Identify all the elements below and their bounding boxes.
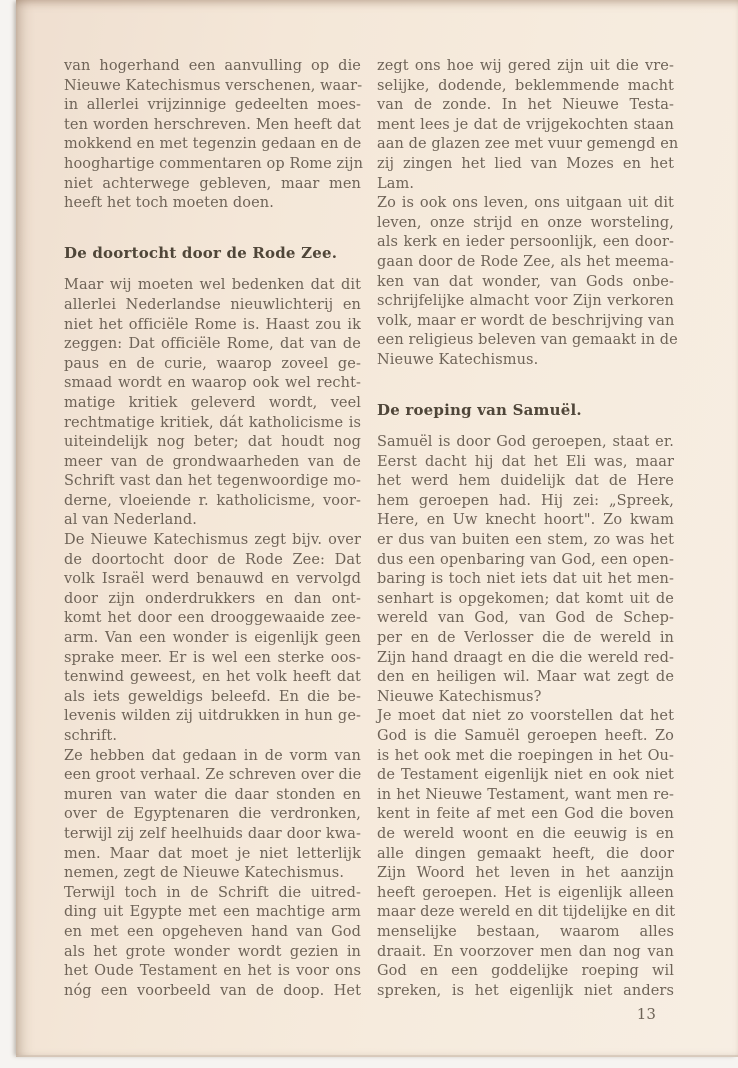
- text-line: per en de Verlosser die de wereld in: [377, 630, 674, 647]
- text-line: allerlei Nederlandse nieuwlichterij en: [64, 296, 361, 313]
- text-line: Zijn Woord het leven in het aanzijn: [377, 865, 674, 882]
- text-line: heeft geroepen. Het is eigenlijk alleen: [377, 884, 674, 901]
- text-line: uiteindelijk nog beter; dat houdt nog: [64, 434, 361, 451]
- text-line: draait. En voorzover men dan nog van: [377, 943, 674, 960]
- text-line: in het Nieuwe Testament, want men re-: [377, 786, 674, 803]
- text-line: Here, en Uw knecht hoort". Zo kwam: [377, 512, 674, 529]
- text-line: heeft het toch moeten doen.: [64, 195, 274, 212]
- text-line: over de Egyptenaren die verdronken,: [64, 806, 361, 823]
- text-line: ding uit Egypte met een machtige arm: [64, 904, 361, 921]
- text-line: Eerst dacht hij dat het Eli was, maar: [377, 453, 674, 470]
- text-line: matige kritiek geleverd wordt, veel: [64, 394, 361, 411]
- text-line: als kerk en ieder persoonlijk, een door-: [377, 234, 674, 251]
- text-line: hem geroepen had. Hij zei: „Spreek,: [377, 492, 674, 509]
- text-line: God is die Samuël geroepen heeft. Zo: [377, 728, 674, 744]
- text-line: zegt ons hoe wij gered zijn uit die vre-: [377, 58, 674, 74]
- text-line: het Oude Testament en het is voor ons: [64, 963, 361, 980]
- text-line: kent in feite af met een God die boven: [377, 806, 674, 823]
- text-line: leven, onze strijd en onze worsteling,: [377, 214, 674, 231]
- text-line: en met een opgeheven hand van God: [64, 923, 361, 940]
- text-line: Lam.: [377, 175, 415, 192]
- text-line: Maar wij moeten wel bedenken dat dit: [64, 277, 361, 294]
- text-line: sprake meer. Er is wel een sterke oos-: [64, 649, 361, 666]
- right-text-column: [377, 57, 679, 1025]
- text-line: van de zonde. In het Nieuwe Testa-: [377, 97, 674, 114]
- text-line: Samuël is door God geroepen, staat er.: [377, 434, 674, 451]
- text-line: De Nieuwe Katechismus zegt bijv. over: [64, 532, 361, 549]
- text-line: is het ook met die roepingen in het Ou-: [377, 747, 674, 764]
- text-line: Nieuwe Katechismus verschenen, waar-: [64, 77, 363, 94]
- text-line: schrift.: [64, 728, 118, 744]
- text-line: niet achterwege gebleven, maar men: [64, 175, 361, 192]
- text-line: de wereld woont en die eeuwig is en: [377, 825, 674, 842]
- text-line: muren van water die daar stonden en: [64, 786, 361, 803]
- text-line: Schrift vast dan het tegenwoordige mo-: [64, 473, 361, 490]
- text-line: Nieuwe Katechismus?: [377, 688, 542, 705]
- text-line: de Testament eigenlijk niet en ook niet: [377, 767, 674, 784]
- text-line: hooghartige commentaren op Rome zijn: [64, 155, 364, 172]
- text-line: aan de glazen zee met vuur gemengd en: [377, 136, 679, 153]
- text-line: men. Maar dat moet je niet letterlijk: [64, 845, 361, 862]
- text-line: volk, maar er wordt de beschrijving van: [377, 312, 675, 329]
- text-line: selijke, dodende, beklemmende macht: [377, 77, 674, 94]
- section-heading: De doortocht door de Rode Zee.: [64, 243, 338, 262]
- text-line: Nieuwe Katechismus.: [377, 351, 539, 368]
- text-line: Terwijl toch in de Schrift die uitred-: [64, 884, 361, 901]
- text-line: de doortocht door de Rode Zee: Dat: [64, 551, 361, 568]
- text-line: zij zingen het lied van Mozes en het: [377, 155, 674, 172]
- text-line: levenis wilden zij uitdrukken in hun ge-: [64, 708, 361, 725]
- text-line: derne, vloeiende r. katholicisme, voor-: [64, 492, 361, 509]
- text-line: niet het officiële Rome is. Haast zou ik: [64, 316, 361, 333]
- text-line: God en een goddelijke roeping wil: [377, 963, 674, 980]
- text-line: Ze hebben dat gedaan in de vorm van: [64, 747, 361, 764]
- left-text-column: [64, 57, 364, 1001]
- text-line: er dus van buiten een stem, zo was het: [377, 532, 674, 549]
- text-line: het werd hem duidelijk dat de Here: [377, 473, 674, 490]
- text-line: in allerlei vrijzinnige gedeelten moes-: [64, 97, 361, 114]
- text-line: een religieus beleven van gemaakt in de: [377, 332, 678, 349]
- text-line: als iets geweldigs beleefd. En die be-: [64, 688, 361, 705]
- text-line: nóg een voorbeeld van de doop. Het: [64, 982, 361, 999]
- text-line: den en heiligen wil. Maar wat zegt de: [377, 669, 674, 686]
- text-line: alle dingen gemaakt heeft, die door: [377, 845, 674, 862]
- text-line: ten worden herschreven. Men heeft dat: [64, 116, 361, 133]
- text-line: zeggen: Dat officiële Rome, dat van de: [64, 336, 361, 353]
- text-line: terwijl zij zelf heelhuids daar door kwa-: [64, 825, 361, 842]
- text-line: al van Nederland.: [64, 512, 197, 529]
- text-line: van hogerhand een aanvulling op die: [64, 58, 361, 74]
- text-line: volk Israël werd benauwd en vervolgd: [64, 571, 361, 588]
- section-heading: De roeping van Samuël.: [377, 400, 582, 419]
- text-line: wereld van God, van God de Schep-: [377, 610, 674, 627]
- text-line: Je moet dat niet zo voorstellen dat het: [377, 708, 674, 725]
- page-bottom-edge: [16, 1055, 738, 1057]
- text-line: Zo is ook ons leven, ons uitgaan uit dit: [377, 195, 674, 212]
- text-line: dus een openbaring van God, een open-: [377, 551, 674, 568]
- text-line: ment lees je dat de vrijgekochten staan: [377, 116, 674, 133]
- text-line: als het grote wonder wordt gezien in: [64, 943, 361, 960]
- text-line: paus en de curie, waarop zoveel ge-: [64, 355, 361, 372]
- text-line: komt het door een drooggewaaide zee-: [64, 610, 361, 627]
- text-line: mokkend en met tegenzin gedaan en de: [64, 136, 362, 153]
- text-line: menselijke bestaan, waarom alles: [377, 923, 674, 940]
- text-line: door zijn onderdrukkers en dan ont-: [64, 590, 361, 607]
- text-line: tenwind geweest, en het volk heeft dat: [64, 669, 361, 686]
- text-line: arm. Van een wonder is eigenlijk geen: [64, 630, 361, 647]
- text-line: gaan door de Rode Zee, als het meema-: [377, 253, 674, 270]
- text-line: Zijn hand draagt en die die wereld red-: [377, 649, 674, 666]
- text-line: nemen, zegt de Nieuwe Katechismus.: [64, 865, 345, 882]
- text-line: maar deze wereld en dit tijdelijke en dit: [377, 904, 676, 921]
- text-line: senhart is opgekomen; dat komt uit de: [377, 590, 674, 607]
- text-line: spreken, is het eigenlijk niet anders: [377, 982, 674, 999]
- text-line: meer van de grondwaarheden van de: [64, 453, 361, 470]
- text-line: ken van dat wonder, van Gods onbe-: [377, 273, 674, 290]
- text-line: een groot verhaal. Ze schreven over die: [64, 767, 362, 784]
- text-line: baring is toch niet iets dat uit het men-: [377, 571, 674, 588]
- text-line: smaad wordt en waarop ook wel recht-: [64, 375, 361, 392]
- page-number: 13: [636, 1005, 656, 1024]
- text-line: rechtmatige kritiek, dát katholicisme is: [64, 414, 361, 431]
- text-line: schrijfelijke almacht voor Zijn verkoren: [377, 293, 674, 310]
